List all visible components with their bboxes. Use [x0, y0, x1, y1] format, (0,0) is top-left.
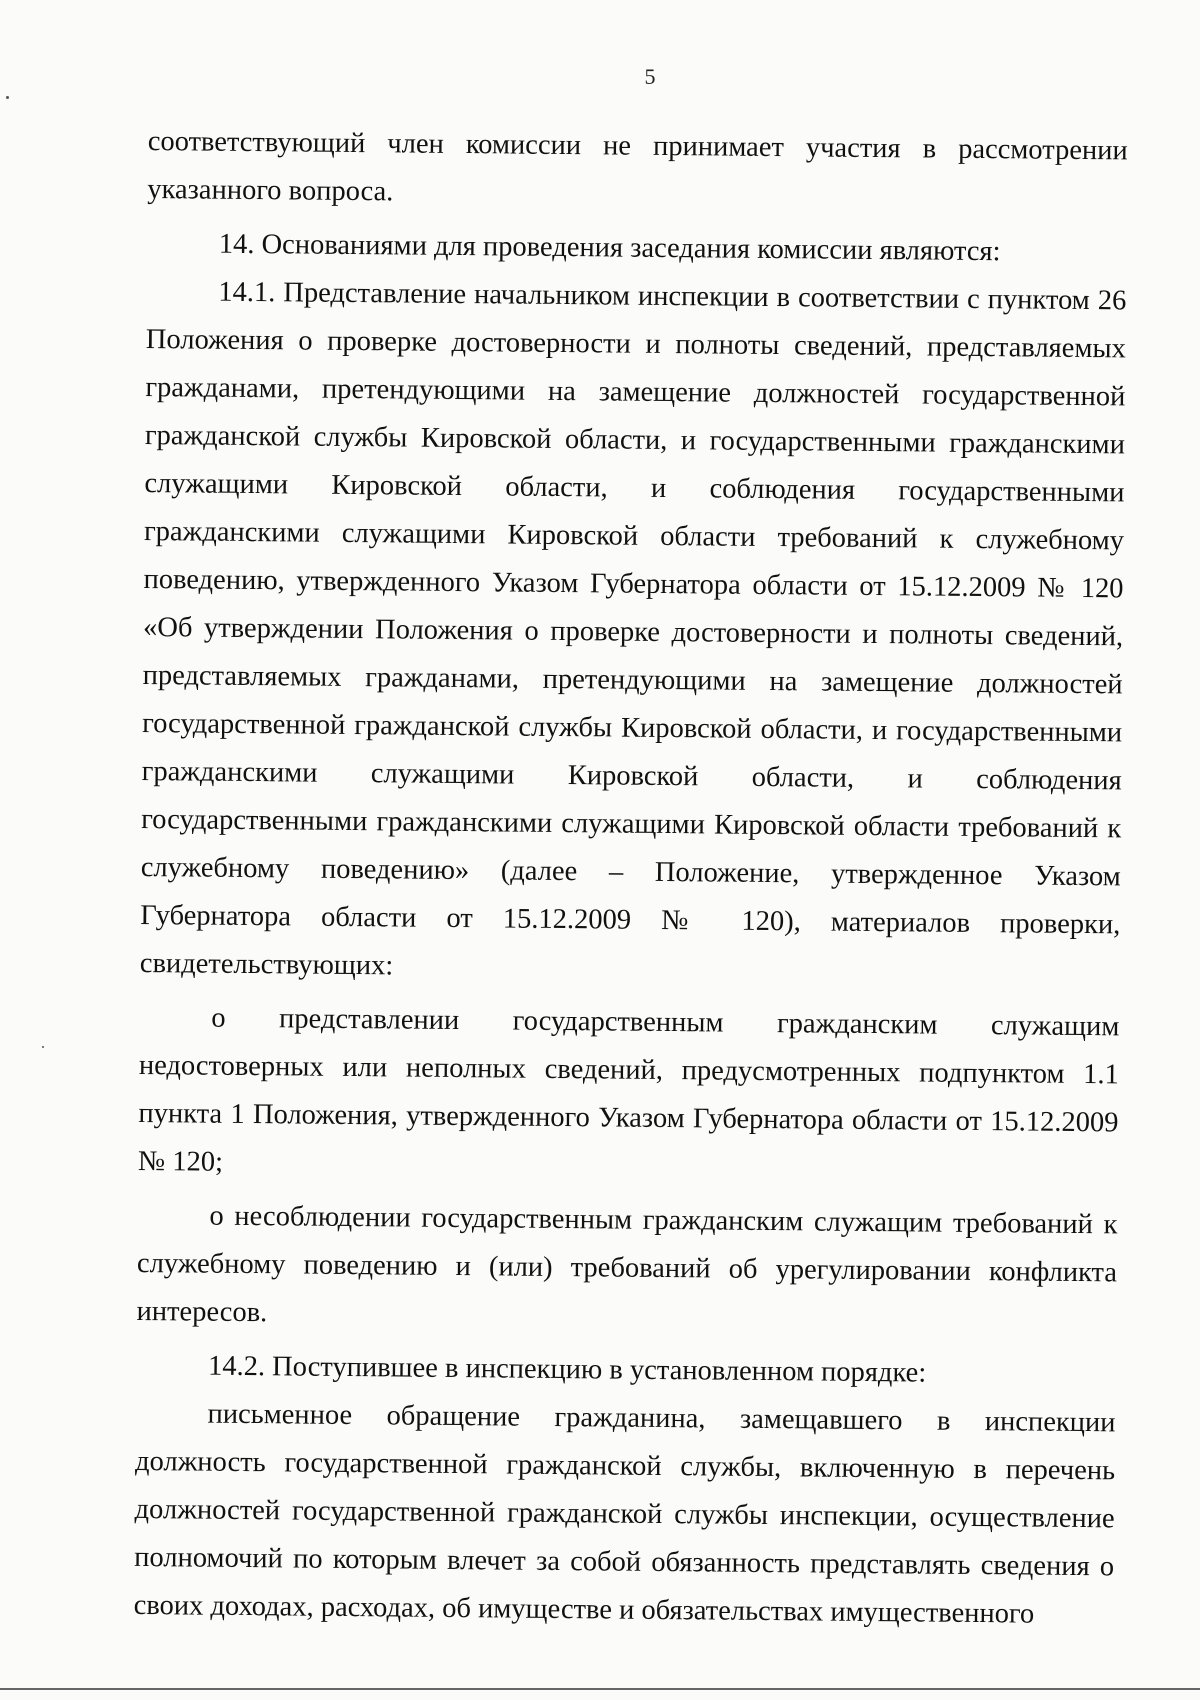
paragraph-noncompliance: о несоблюдении государственным гражданским служащим требований к служебному поведению и (или) требований об урегулировании конфликта интересов. [136, 1200, 1118, 1329]
scan-bottom-edge [0, 1688, 1200, 1690]
scan-speck [6, 96, 9, 99]
paragraph-section-14: 14. Основаниями для проведения заседания комиссии являются: [218, 228, 1001, 268]
paragraph-continuation: соответствующий член комиссии не принимает участия в рассмотрении указанного вопроса. [147, 125, 1128, 208]
document-body [133, 118, 1127, 1639]
paragraph-inaccurate-info: о представлении государственным гражданским служащим недостоверных или неполных сведений, предусмотренных подпунктом 1.1 пункта 1 Положения, утвержденного Указом Губернатора области от 15.12.2009 № 120; [137, 1002, 1120, 1178]
paragraph-section-14-2: 14.2. Поступившее в инспекцию в установленном порядке: [207, 1350, 927, 1389]
scan-speck [42, 1046, 44, 1048]
paragraph-written-appeal: письменное обращение гражданина, замещавшего в инспекции должность государственной гражданской службы, включенную в перечень должностей государственной гражданской службы инспекции, осуществление полномочий по которым влечет за собой обязанность представлять сведения о своих доходах, расходах, об имуществе и обязательствах имущественного [133, 1398, 1116, 1630]
page-number: 5 [644, 64, 656, 89]
paragraph-section-14-1: 14.1. Представление начальником инспекции в соответствии с пунктом 26 Положения о проверке достоверности и полноты сведений, представляемых гражданами, претендующими на замещение должностей государственной гражданской службы Кировской области, и государственными гражданскими служащими Кировской области, и соблюдения государственными гражданскими служащими Кировской области требований к служебному поведению, утвержденного Указом Губернатора области от 15.12.2009 № 120 «Об утверждении Положения о проверке достоверности и полноты сведений, представляемых гражданами, претендующими на замещение должностей государственной гражданской службы Кировской области, и государственными гражданскими служащими Кировской области, и соблюдения государственными гражданскими служащими Кировской области требований к служебному поведению» (далее – Положение, утвержденное Указом Губернатора области от 15.12.2009 № 120), материалов проверки, свидетельствующих: [139, 276, 1127, 982]
